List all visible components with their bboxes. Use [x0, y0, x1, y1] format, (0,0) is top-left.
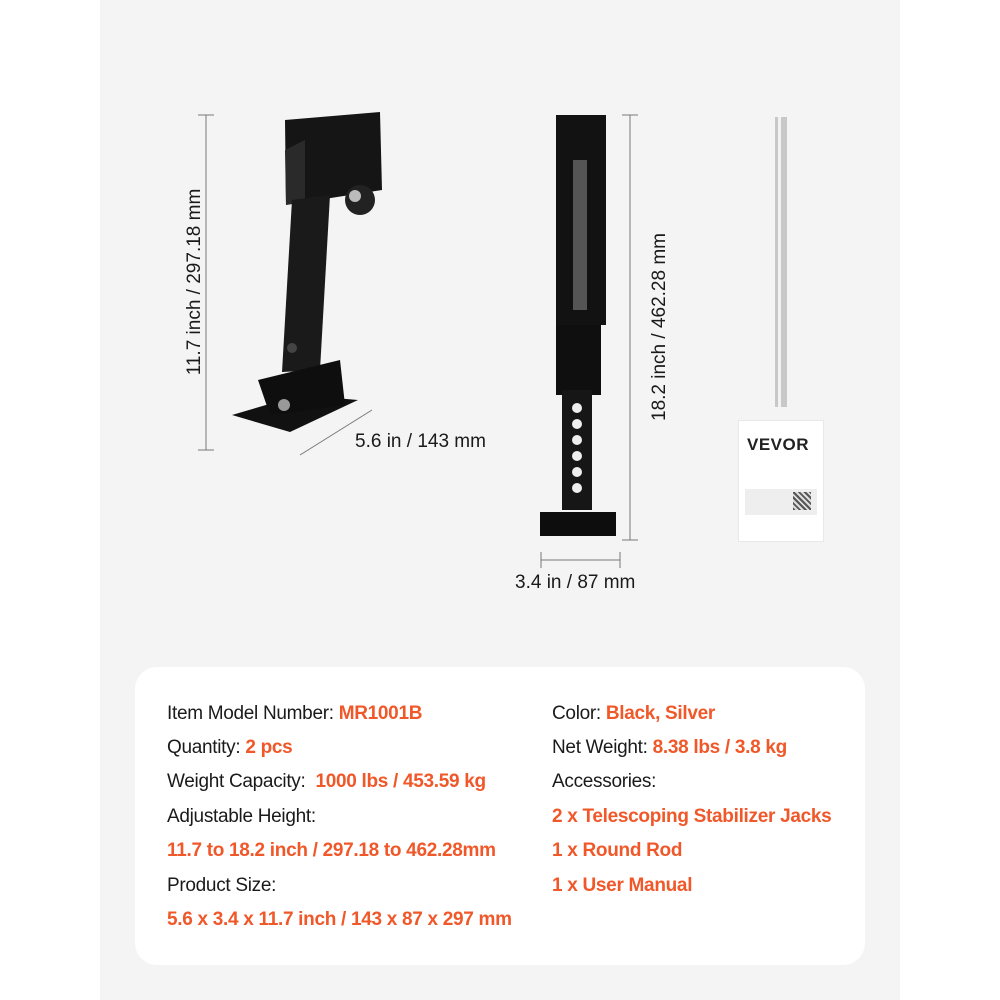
stabilizer-jack-retracted [198, 112, 382, 455]
spec-quantity [167, 737, 292, 759]
manual-qr-strip [745, 489, 817, 515]
base-width-label: 5.6 in / 143 mm [355, 431, 486, 452]
spec-value: Black, Silver [605, 703, 715, 724]
spec-model [167, 703, 422, 725]
spec-accessories-label: Accessories: [552, 771, 657, 792]
spec-value: MR1001B [338, 703, 423, 724]
spec-label: Quantity: [167, 737, 241, 758]
spec-net-weight [552, 737, 787, 759]
spec-capacity [167, 771, 486, 793]
accessory-item: 1 x User Manual [552, 875, 693, 896]
spec-label: Item Model Number: [167, 703, 334, 724]
side-width-label: 3.4 in / 87 mm [515, 572, 636, 593]
qr-code-icon [793, 492, 811, 510]
spec-size-label: Product Size: [167, 875, 277, 896]
spec-size-value: 5.6 x 3.4 x 11.7 inch / 143 x 87 x 297 mm [167, 909, 512, 930]
spec-label: Weight Capacity: [167, 771, 306, 792]
spec-value: 1000 lbs / 453.59 kg [315, 771, 486, 792]
spec-color [552, 703, 715, 725]
spec-height-value: 11.7 to 18.2 inch / 297.18 to 462.28mm [167, 840, 496, 861]
stabilizer-jack-extended [540, 115, 638, 568]
spec-label: Net Weight: [552, 737, 648, 758]
spec-label: Color: [552, 703, 601, 724]
spec-height-label: Adjustable Height: [167, 806, 316, 827]
spec-value: 8.38 lbs / 3.8 kg [652, 737, 787, 758]
height-extended-label: 18.2 inch / 462.28 mm [649, 233, 670, 421]
accessory-item: 1 x Round Rod [552, 840, 683, 861]
height-retracted-label: 11.7 inch / 297.18 mm [184, 188, 205, 376]
spec-value: 2 pcs [245, 737, 293, 758]
accessory-item: 2 x Telescoping Stabilizer Jacks [552, 806, 832, 827]
manual-brand-logo: VEVOR [747, 435, 810, 454]
round-rod [775, 117, 787, 407]
user-manual [738, 420, 824, 542]
